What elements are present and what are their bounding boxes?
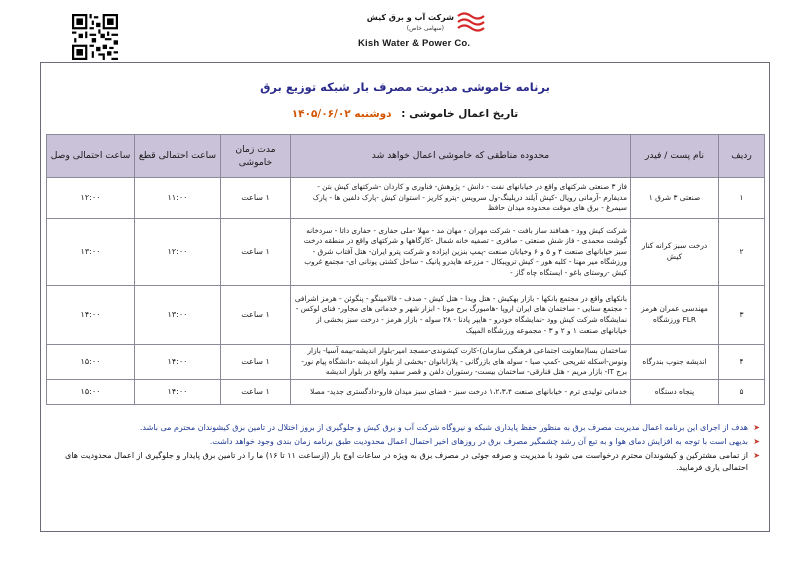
- post-name: درخت سبز کرانه کنار کیش: [631, 219, 719, 286]
- cut-time-cell: ۱۴:۰۰: [135, 345, 221, 380]
- area-description: فاز ۳ صنعتی شرکتهای واقع در خیابانهای نفت - دانش - پژوهش- فناوری و کاردان -شرکتهای کیش بتن - مدیفارم -آرمانی رویال -کیش آیلند دریلینگ-ول سرویس -پترو کاریز - استوان کیش -پارک دلفین ها - پارک سیمرغ - برق های موقت محدوده میدان حافظ: [291, 178, 631, 219]
- connect-time-cell: ۱۲:۰۰: [47, 178, 135, 219]
- bullet-icon: ➤: [753, 436, 760, 446]
- company-logo: [352, 8, 492, 64]
- notes-section: [50, 422, 760, 476]
- row-number: ۴: [719, 345, 765, 380]
- connect-time-cell: ۱۳:۰۰: [47, 219, 135, 286]
- duration-cell: ۱ ساعت: [221, 345, 291, 380]
- area-description: ساختمان بسا(معاونت اجتماعی فرهنگی سازمان)-کارت کیشوندی-مسجد امیر-بلوار اندیشه-بیمه آسیا- بازار ونوس-اسکله تفریحی -کمپ صبا - سوله های بازرگانی - پلازابانوان -بخشی از بلوار اندیشه -دانشگاه پیام نور- برج IT- بازار مریم - هتل قنارقی- ساختمان بیست- رستوران دلفن و قصر سفید واقع در بلوار اندیشه: [291, 345, 631, 380]
- table-header-row: [47, 135, 765, 178]
- post-name: پنجاه دستگاه: [631, 380, 719, 405]
- qr-code-icon: [72, 14, 118, 60]
- area-description: خدماتی تولیدی ترم - خیابانهای صنعت ۱،۲،۳،۴ درخت سبز - فضای سبز میدان فارو-دادگستری جدید- مصلا: [291, 380, 631, 405]
- table-row: [47, 380, 765, 405]
- cut-time-cell: ۱۴:۰۰: [135, 380, 221, 405]
- cut-time-cell: ۱۳:۰۰: [135, 286, 221, 345]
- company-type: (سهامی خاص): [406, 25, 444, 32]
- post-name: مهندسی عمران هرمز FLR ورزشگاه: [631, 286, 719, 345]
- duration-cell: ۱ ساعت: [221, 178, 291, 219]
- note-text: هدف از اجرای این برنامه اعمال مدیریت مصرف برق به منظور حفظ پایداری شبکه و نیروگاه شرکت آب و برق کیش و جلوگیری از بروز اختلال در تامین برق کیشوندان محترم می باشد.: [139, 423, 748, 432]
- duration-cell: ۱ ساعت: [221, 219, 291, 286]
- header-cut-time: ساعت احتمالی قطع: [135, 135, 221, 178]
- duration-cell: ۱ ساعت: [221, 380, 291, 405]
- cut-time-cell: ۱۲:۰۰: [135, 219, 221, 286]
- connect-time-cell: ۱۵:۰۰: [47, 380, 135, 405]
- header-area: محدوده مناطقی که خاموشی اعمال خواهد شد: [291, 135, 631, 178]
- note-item: [50, 422, 760, 435]
- wave-logo-icon: [456, 10, 486, 34]
- company-name-en: Kish Water & Power Co.: [358, 38, 471, 49]
- post-name: اندیشه جنوب بندرگاه: [631, 345, 719, 380]
- note-item: [50, 436, 760, 449]
- header-duration: مدت زمان خاموشی: [221, 135, 291, 178]
- note-text: بدیهی است با توجه به افزایش دمای هوا و به تبع آن رشد چشمگیر مصرف برق در روزهای اخیر احتمال اعمال محدودیت طبق برنامه زمان بندی وجود خواهد داشت.: [209, 436, 748, 446]
- date-line: [40, 108, 770, 120]
- row-number: ۵: [719, 380, 765, 405]
- header-post: نام پست / فیدر: [631, 135, 719, 178]
- table-row: [47, 345, 765, 380]
- table-row: [47, 219, 765, 286]
- cut-time-cell: ۱۱:۰۰: [135, 178, 221, 219]
- duration-cell: ۱ ساعت: [221, 286, 291, 345]
- header-connect-time: ساعت احتمالی وصل: [47, 135, 135, 178]
- table-row: [47, 286, 765, 345]
- date-label: تاریخ اعمال خاموشی :: [401, 108, 519, 120]
- schedule-table: [46, 134, 765, 405]
- table-row: [47, 178, 765, 219]
- header-row-number: ردیف: [719, 135, 765, 178]
- row-number: ۲: [719, 219, 765, 286]
- post-name: صنعتی ۳ شرق ۱: [631, 178, 719, 219]
- connect-time-cell: ۱۵:۰۰: [47, 345, 135, 380]
- bullet-icon: ➤: [753, 423, 760, 432]
- bullet-icon: ➤: [753, 450, 760, 460]
- page-title: برنامه خاموشی مدیریت مصرف بار شبکه توزیع برق: [260, 80, 550, 94]
- connect-time-cell: ۱۴:۰۰: [47, 286, 135, 345]
- row-number: ۳: [719, 286, 765, 345]
- company-name-fa: شرکت آب و برق کیش: [366, 13, 454, 22]
- area-description: بانکهای واقع در مجتمع بانکها - بازار بهکیش - هتل ویدا - هتل کیش - صدف - فالامینگو - پنگوئن - هرمز اشرافی - مجتمع سنایی - ساختمان های ایران اروپا -هامبورگ برج مونا - ابزار شهر و خدماتی های مجاور- فنای لوکس - نمایشگاه شرکت کیش وود -نمایشگاه خودرو - هایپر پادنا - ۲۸ سوله - بازار هرمز - درخت سبز بخشی از خیابانهای صنعت ۱ و ۲ و ۳ - مجموعه ورزشگاه المپیک: [291, 286, 631, 345]
- row-number: ۱: [719, 178, 765, 219]
- area-description: شرکت کیش وود - همافند ساز بافت - شرکت مهران - مهان مد - مهلا -ملی حفاری - حفاری داتا - سردخانه گوشت محمدی - فاز شش صنعتی - صافری - تصفیه خانه شمال -کارگاهها و شرکتهای واقع در منطقه درخت سبز خیابانهای صنعت ۴ و ۵ و ۶ وخیابان صنعت -پمپ بنزین ایزاده و شرکت پترو ایران- هتل آفتاب شرق - ورزشگاه میر مهنا - کلبه هور - کیش ترویبکال - مزرعه هایدرو پانیک - ساحل کشتی یونانی ای- مجتمع غروب کیش -روستای باغو - ایستگاه چاه گاز -: [291, 219, 631, 286]
- date-value: دوشنبه ۱۴۰۵/۰۶/۰۲: [291, 108, 392, 120]
- note-text: از تمامی مشترکین و کیشوندان محترم درخواست می شود با مدیریت و صرفه جوئی در مصرف برق به ویژه در ساعات اوج بار (ازساعت ۱۱ تا ۱۶) ما را در تامین برق پایدار و جلوگیری از اعمال محدودیت های احتمالی یاری فرمایید.: [65, 450, 748, 473]
- note-item: [50, 450, 760, 476]
